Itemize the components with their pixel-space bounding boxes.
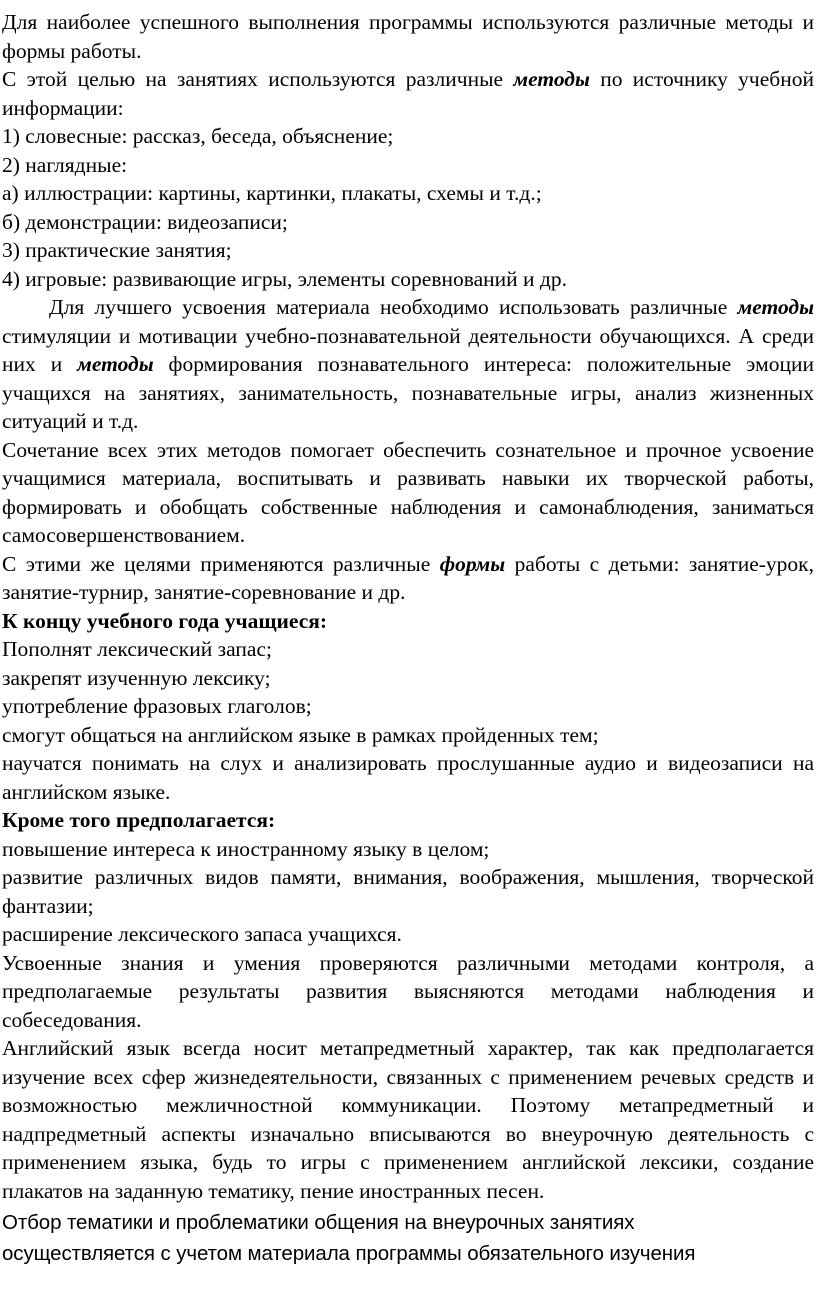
selection-line-1: Отбор тематики и проблематики общения на внеурочных занятиях bbox=[2, 1211, 635, 1234]
motivation-paragraph bbox=[2, 293, 814, 436]
outcome-item: Пополнят лексический запас; bbox=[2, 637, 272, 661]
methods-emphasis: методы bbox=[737, 295, 814, 319]
forms-text-start: С этими же целями применяются различные bbox=[2, 551, 440, 576]
methods-source-paragraph bbox=[2, 65, 814, 122]
expected-item: развитие различных видов памяти, внимания, воображения, мышления, творческой фантазии; bbox=[2, 865, 814, 918]
methods-emphasis: методы bbox=[77, 352, 154, 376]
outcomes-heading: К концу учебного года учащиеся: bbox=[2, 608, 328, 633]
forms-text-end: работы с детьми: занятие-урок, занятие-турнир, занятие-соревнование и др. bbox=[2, 551, 814, 604]
control-paragraph: Усвоенные знания и умения проверяются различными методами контроля, а предполагаемые результаты развития выясняются методами наблюдения и собеседования. bbox=[2, 950, 814, 1032]
methods-list-item: б) демонстрации: видеозаписи; bbox=[2, 209, 288, 234]
expected-item: повышение интереса к иностранному языку в целом; bbox=[2, 836, 490, 861]
methods-source-text-end: по источнику учебной информации: bbox=[2, 67, 814, 120]
methods-list-item: 2) наглядные: bbox=[2, 152, 128, 177]
motivation-text-2: стимуляции и мотивации учебно-познавательной деятельности обучающихся. А среди них и bbox=[2, 323, 814, 376]
intro-paragraph: Для наиболее успешного выполнения программы используются различные методы и формы работы. bbox=[2, 10, 814, 63]
outcome-item: научатся понимать на слух и анализировать прослушанные аудио и видеозаписи на английском языке. bbox=[2, 751, 814, 804]
methods-list-item: 1) словесные: рассказ, беседа, объяснение; bbox=[2, 124, 394, 148]
outcome-item: смогут общаться на английском языке в рамках пройденных тем; bbox=[2, 722, 599, 747]
expected-heading: Кроме того предполагается: bbox=[2, 808, 276, 832]
methods-list-item: 4) игровые: развивающие игры, элементы соревнований и др. bbox=[2, 266, 567, 291]
methods-list-item: 3) практические занятия; bbox=[2, 238, 232, 262]
motivation-text-1: Для лучшего усвоения материала необходимо использовать различные bbox=[49, 295, 738, 319]
motivation-text-3: формирования познавательного интереса: положительные эмоции учащихся на занятиях, занимательность, познавательные игры, анализ жизненных ситуаций и т.д. bbox=[2, 352, 814, 433]
outcome-item: употребление фразовых глаголов; bbox=[2, 694, 312, 718]
outcome-item: закрепят изученную лексику; bbox=[2, 665, 271, 690]
forms-paragraph bbox=[2, 550, 814, 607]
methods-source-text-start: С этой целью на занятиях используются различные bbox=[2, 67, 514, 91]
combination-paragraph: Сочетание всех этих методов помогает обеспечить сознательное и прочное усвоение учащимися материала, воспитывать и развивать навыки их творческой работы, формировать и обобщать собственные наблюдения и самонаблюдения, заниматься самосовершенствованием. bbox=[2, 437, 814, 547]
selection-line-2: осуществляется с учетом материала программы обязательного изучения bbox=[2, 1242, 696, 1265]
methods-list-item: а) иллюстрации: картины, картинки, плакаты, схемы и т.д.; bbox=[2, 181, 542, 205]
metasubject-paragraph: Английский язык всегда носит метапредметный характер, так как предполагается изучение всех сфер жизнедеятельности, связанных с применением речевых средств и возможностью межличностной коммуникации. Поэтому метапредметный и надпредметный аспекты изначально вписываются во внеурочную деятельность с применением языка, будь то игры с применением английской лексики, создание плакатов на заданную тематику, пение иностранных песен. bbox=[2, 1036, 814, 1203]
forms-emphasis: формы bbox=[439, 551, 506, 576]
methods-emphasis: методы bbox=[513, 67, 590, 91]
expected-item: расширение лексического запаса учащихся. bbox=[2, 922, 402, 946]
